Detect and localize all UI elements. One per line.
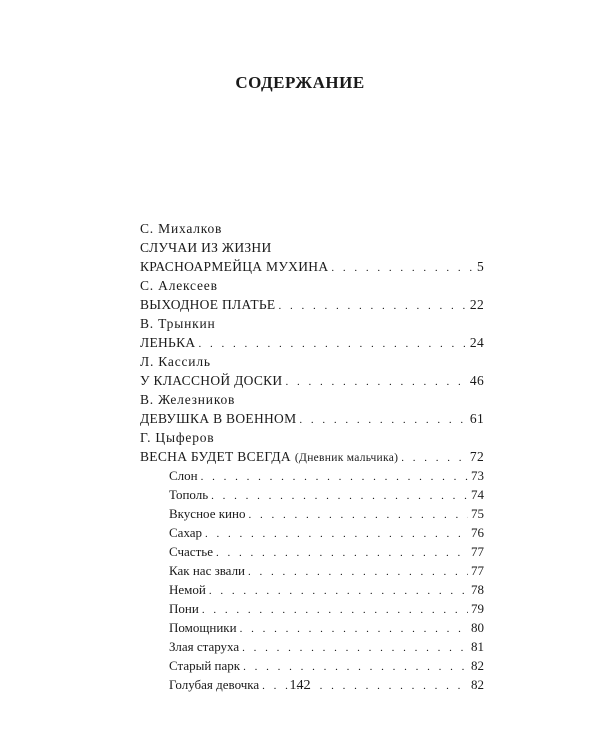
toc-subtitle: Слон bbox=[169, 468, 198, 483]
toc-page: 76 bbox=[471, 525, 484, 540]
dot-leader bbox=[248, 563, 468, 582]
toc-page: 5 bbox=[476, 259, 484, 274]
toc-title-line: СЛУЧАИ ИЗ ЖИЗНИ bbox=[140, 240, 272, 255]
toc-page: 82 bbox=[471, 658, 484, 673]
dot-leader bbox=[198, 335, 466, 354]
toc-page: 24 bbox=[469, 335, 484, 350]
page-title: СОДЕРЖАНИЕ bbox=[235, 73, 365, 92]
toc-author: В. Трынкин bbox=[140, 316, 216, 331]
toc-entry[interactable] bbox=[140, 447, 484, 466]
dot-leader bbox=[248, 506, 468, 525]
toc-page: 73 bbox=[471, 468, 484, 483]
toc-subentry[interactable] bbox=[140, 656, 484, 675]
toc-page: 80 bbox=[471, 620, 484, 635]
toc-entry[interactable] bbox=[140, 333, 484, 352]
toc-page: 77 bbox=[471, 544, 484, 559]
toc-entry[interactable] bbox=[140, 257, 484, 276]
toc-subentry[interactable] bbox=[140, 580, 484, 599]
toc-subtitle: Пони bbox=[169, 601, 199, 616]
dot-leader bbox=[299, 411, 466, 430]
toc-subentry[interactable] bbox=[140, 504, 484, 523]
dot-leader bbox=[205, 525, 468, 544]
toc-subentry[interactable] bbox=[140, 599, 484, 618]
toc-title: ВЕСНА БУДЕТ ВСЕГДА bbox=[140, 449, 291, 464]
toc-page: 75 bbox=[471, 506, 484, 521]
toc-subtitle: Старый парк bbox=[169, 658, 241, 673]
dot-leader bbox=[216, 544, 468, 563]
toc-page: 78 bbox=[471, 582, 484, 597]
toc-entry[interactable] bbox=[140, 409, 484, 428]
toc-page: 61 bbox=[469, 411, 484, 426]
toc-entry[interactable] bbox=[140, 371, 484, 390]
toc-page: 77 bbox=[471, 563, 484, 578]
dot-leader bbox=[209, 582, 468, 601]
dot-leader bbox=[278, 297, 466, 316]
toc-subtitle: Как нас звали bbox=[169, 563, 246, 578]
toc-subentry[interactable] bbox=[140, 618, 484, 637]
toc-title: У КЛАССНОЙ ДОСКИ bbox=[140, 373, 283, 388]
toc-subentry[interactable] bbox=[140, 485, 484, 504]
toc-subentry[interactable] bbox=[140, 561, 484, 580]
dot-leader bbox=[211, 487, 468, 506]
toc-page: 79 bbox=[471, 601, 484, 616]
toc-subtitle: Тополь bbox=[169, 487, 209, 502]
toc-author: Л. Кассиль bbox=[140, 354, 211, 369]
dot-leader bbox=[285, 373, 466, 392]
table-of-contents bbox=[140, 219, 484, 694]
page-number: 142 bbox=[289, 678, 311, 693]
toc-author: Г. Цыферов bbox=[140, 430, 215, 445]
dot-leader bbox=[201, 468, 468, 487]
toc-title: ЛЕНЬКА bbox=[140, 335, 196, 350]
toc-author: В. Железников bbox=[140, 392, 236, 407]
dot-leader bbox=[331, 259, 474, 278]
toc-page: 74 bbox=[471, 487, 484, 502]
toc-title-note: (Дневник мальчика) bbox=[294, 452, 399, 464]
toc-subentry[interactable] bbox=[140, 523, 484, 542]
toc-subtitle: Счастье bbox=[169, 544, 213, 559]
toc-subtitle: Немой bbox=[169, 582, 206, 597]
dot-leader bbox=[242, 639, 468, 658]
toc-title: ДЕВУШКА В ВОЕННОМ bbox=[140, 411, 297, 426]
toc-subtitle: Помощники bbox=[169, 620, 237, 635]
dot-leader bbox=[401, 449, 467, 468]
toc-title: ВЫХОДНОЕ ПЛАТЬЕ bbox=[140, 297, 276, 312]
toc-page: 22 bbox=[469, 297, 484, 312]
toc-subtitle: Голубая девочка bbox=[169, 677, 260, 692]
toc-subtitle: Злая старуха bbox=[169, 639, 240, 654]
dot-leader bbox=[243, 658, 468, 677]
toc-subtitle: Вкусное кино bbox=[169, 506, 246, 521]
toc-subtitle: Сахар bbox=[169, 525, 203, 540]
toc-author: С. Алексеев bbox=[140, 278, 218, 293]
toc-title: КРАСНОАРМЕЙЦА МУХИНА bbox=[140, 259, 329, 274]
toc-page: 46 bbox=[469, 373, 484, 388]
toc-subentry[interactable] bbox=[140, 466, 484, 485]
toc-page: 72 bbox=[469, 449, 484, 464]
toc-entry[interactable] bbox=[140, 295, 484, 314]
toc-page: 81 bbox=[471, 639, 484, 654]
toc-page: 82 bbox=[471, 677, 484, 692]
toc-subentry[interactable] bbox=[140, 637, 484, 656]
toc-subentry[interactable] bbox=[140, 542, 484, 561]
toc-author: С. Михалков bbox=[140, 221, 223, 236]
dot-leader bbox=[202, 601, 468, 620]
dot-leader bbox=[240, 620, 468, 639]
